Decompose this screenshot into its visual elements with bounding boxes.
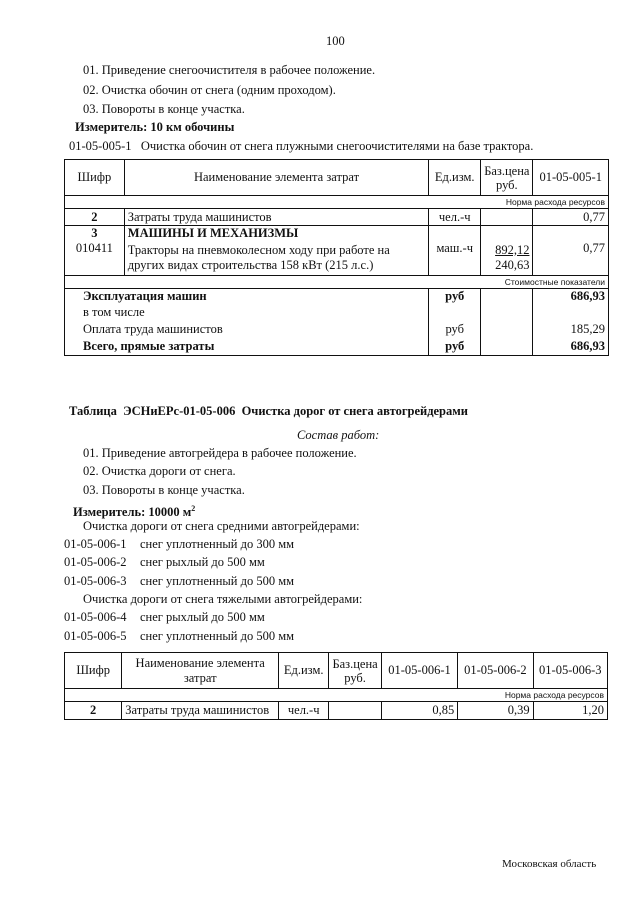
operation-1: 01. Приведение снегоочистителя в рабочее положение. [83, 63, 376, 77]
header-price: Баз.цена руб. [481, 160, 533, 196]
item-text: снег рыхлый до 500 мм [140, 610, 265, 624]
cost-exp-value: 686,93 [533, 288, 609, 304]
row-name: Затраты труда машинистов [124, 209, 429, 226]
row-price [329, 702, 382, 720]
item-code: 01-05-006-5 [64, 629, 127, 643]
cost-total-label: Всего, прямые затраты [65, 338, 429, 355]
operation-3: 03. Повороты в конце участка. [83, 102, 245, 116]
resource-table-2 [64, 652, 608, 720]
cost-caption: Стоимостные показатели [65, 275, 609, 288]
header-code-col: 01-05-005-1 [533, 160, 609, 196]
operation-2: 02. Очистка обочин от снега (одним проходом). [83, 83, 336, 97]
row-name: Затраты труда машинистов [122, 702, 279, 720]
empty-cell [429, 226, 481, 242]
row-price [481, 209, 533, 226]
machine-unit: маш.-ч [429, 241, 481, 275]
header-code: Шифр [65, 653, 122, 689]
empty-cell [481, 338, 533, 355]
cost-pay-unit: руб [429, 320, 481, 338]
cost-incl-label: в том числе [65, 304, 429, 320]
meter-line-2 [73, 501, 195, 520]
medium-item-3 [64, 574, 294, 589]
cost-exp-unit: руб [429, 288, 481, 304]
machine-name-line1: Тракторы на пневмоколесном ходу при работе на [127, 242, 390, 257]
row-value-3: 1,20 [533, 702, 607, 720]
heavy-title: Очистка дороги от снега тяжелыми автогрейдерами: [83, 592, 363, 606]
row-unit: чел.-ч [429, 209, 481, 226]
empty-cell [533, 304, 609, 320]
medium-title: Очистка дороги от снега средними автогрейдерами: [83, 519, 360, 533]
machine-price [481, 241, 533, 275]
header-price: Баз.цена руб. [329, 653, 382, 689]
heavy-item-2 [64, 629, 294, 644]
empty-cell [481, 226, 533, 242]
empty-cell [481, 304, 533, 320]
page-number: 100 [326, 34, 345, 48]
meter-line: Измеритель: 10 км обочины [75, 120, 235, 134]
group-name: МАШИНЫ И МЕХАНИЗМЫ [124, 226, 429, 242]
norm-caption: Норма расхода ресурсов [65, 196, 609, 209]
header-name: Наименование элемента затрат [122, 653, 279, 689]
operation-3b: 03. Повороты в конце участка. [83, 483, 245, 497]
machine-code: 010411 [65, 241, 125, 275]
row-code: 2 [65, 702, 122, 720]
machine-name [124, 241, 429, 275]
empty-cell [481, 288, 533, 304]
header-unit: Ед.изм. [429, 160, 481, 196]
header-col-3: 01-05-006-3 [533, 653, 607, 689]
item-code: 01-05-006-4 [64, 610, 127, 624]
item-code: 01-05-006-1 [64, 537, 127, 551]
empty-cell [533, 226, 609, 242]
cost-pay-label: Оплата труда машинистов [65, 320, 429, 338]
item-code: 01-05-006-2 [64, 555, 127, 569]
item-text: снег уплотненный до 300 мм [140, 537, 295, 551]
meter-sup: 2 [191, 504, 196, 513]
norm-caption: Норма расхода ресурсов [65, 689, 608, 702]
row-value: 0,77 [533, 209, 609, 226]
cost-total-value: 686,93 [533, 338, 609, 355]
cost-pay-value: 185,29 [533, 320, 609, 338]
cost-exp-label: Эксплуатация машин [65, 288, 429, 304]
resource-table-1 [64, 159, 609, 356]
operation-1b: 01. Приведение автогрейдера в рабочее положение. [83, 446, 357, 460]
footer-region: Московская область [502, 858, 597, 870]
works-title: Состав работ: [297, 428, 380, 442]
operation-2b: 02. Очистка дороги от снега. [83, 464, 236, 478]
meter-text: Измеритель: 10000 м [73, 505, 192, 520]
item-text: снег уплотненный до 500 мм [140, 629, 295, 643]
machine-price-2: 240,63 [495, 257, 530, 272]
table-title: Таблица ЭСНиЕРс-01-05-006 Очистка дорог от снега автогрейдерами [69, 404, 468, 418]
medium-item-1 [64, 537, 294, 552]
group-code: 3 [65, 226, 125, 242]
header-name: Наименование элемента затрат [124, 160, 429, 196]
heavy-item-1 [64, 610, 265, 625]
header-col-2: 01-05-006-2 [458, 653, 533, 689]
row-value-2: 0,39 [458, 702, 533, 720]
machine-value: 0,77 [533, 241, 609, 275]
row-unit: чел.-ч [279, 702, 329, 720]
empty-cell [481, 320, 533, 338]
item-code: 01-05-006-3 [64, 574, 127, 588]
row-value-1: 0,85 [381, 702, 457, 720]
header-unit: Ед.изм. [279, 653, 329, 689]
machine-name-line2: других видах строительства 158 кВт (215 л.с.) [127, 257, 374, 272]
item-text: снег уплотненный до 500 мм [140, 574, 295, 588]
header-col-1: 01-05-006-1 [381, 653, 457, 689]
empty-cell [429, 304, 481, 320]
machine-price-1: 892,12 [495, 242, 530, 257]
cost-total-unit: руб [429, 338, 481, 355]
medium-item-2 [64, 555, 265, 570]
header-code: Шифр [65, 160, 125, 196]
item-text: снег рыхлый до 500 мм [140, 555, 265, 569]
code-description: 01-05-005-1 Очистка обочин от снега плужными снегоочистителями на базе трактора. [69, 139, 534, 153]
row-code: 2 [65, 209, 125, 226]
